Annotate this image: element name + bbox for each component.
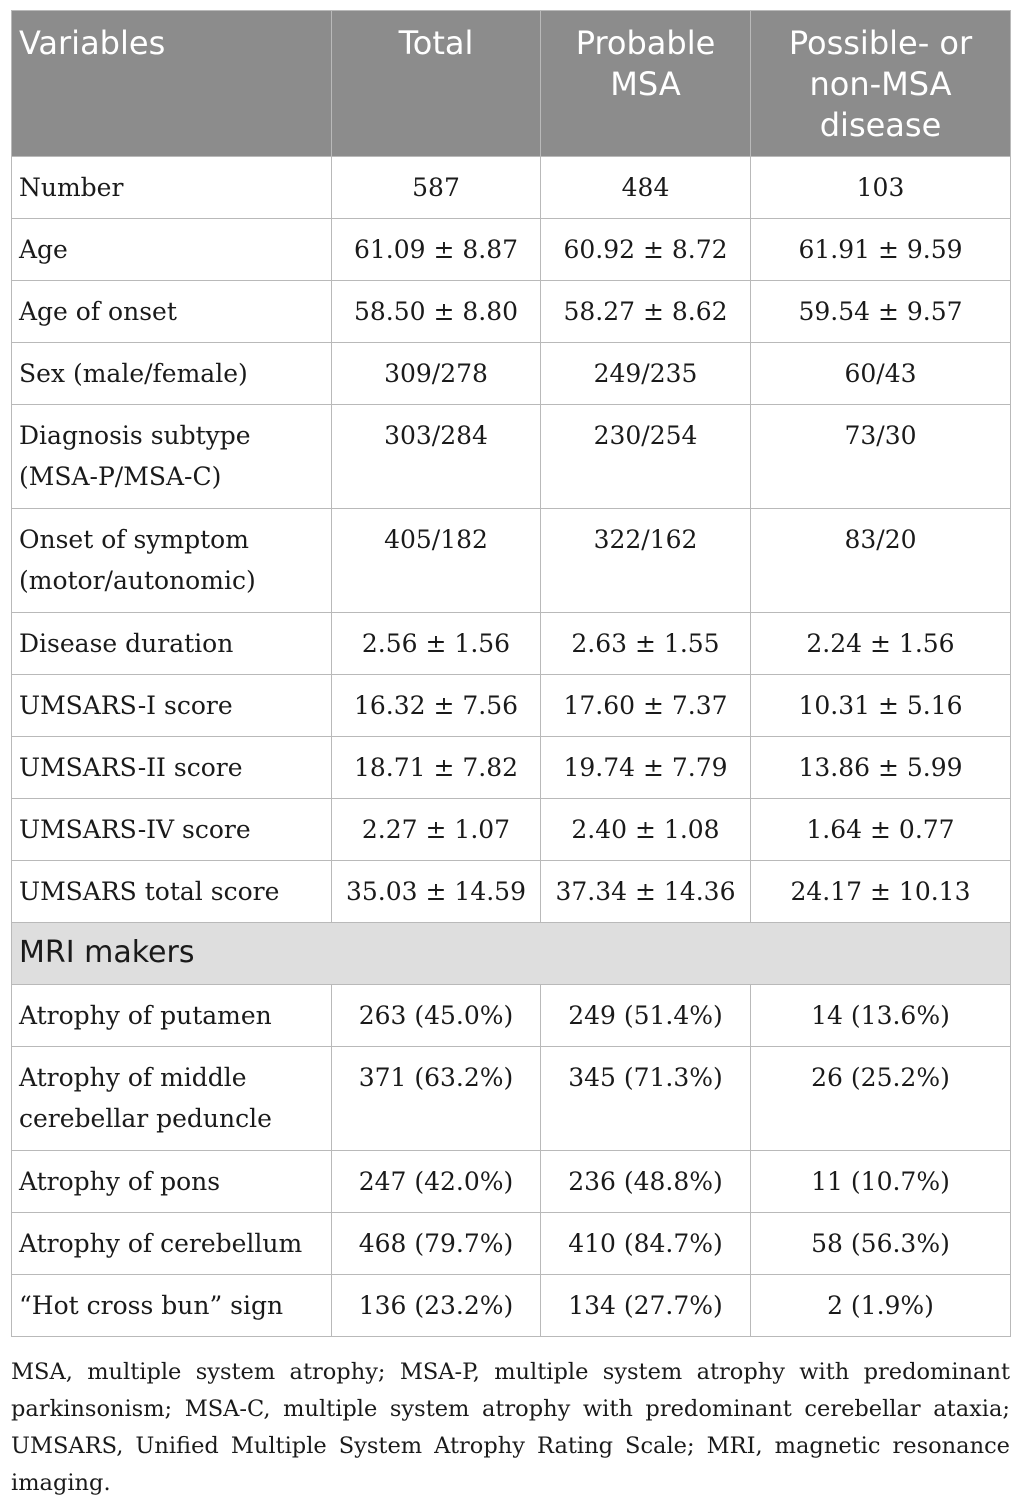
cell-possible: 2 (1.9%): [751, 1275, 1011, 1337]
table-row: [12, 861, 1011, 923]
table-row: [12, 985, 1011, 1047]
row-label: UMSARS-I score: [12, 675, 332, 737]
table-row: [12, 405, 1011, 509]
table-row: [12, 675, 1011, 737]
cell-total: 35.03 ± 14.59: [332, 861, 541, 923]
cell-possible: 73/30: [751, 405, 1011, 509]
row-label: Age of onset: [12, 281, 332, 343]
cell-total: 309/278: [332, 343, 541, 405]
section-row: [12, 923, 1011, 985]
cell-probable: 484: [541, 157, 751, 219]
cell-total: 58.50 ± 8.80: [332, 281, 541, 343]
table-row: [12, 281, 1011, 343]
cell-probable: 60.92 ± 8.72: [541, 219, 751, 281]
cell-probable: 249 (51.4%): [541, 985, 751, 1047]
cell-total: 587: [332, 157, 541, 219]
cell-total: 2.56 ± 1.56: [332, 613, 541, 675]
cell-probable: 58.27 ± 8.62: [541, 281, 751, 343]
row-label: UMSARS total score: [12, 861, 332, 923]
cell-probable: 17.60 ± 7.37: [541, 675, 751, 737]
row-label: Atrophy of pons: [12, 1151, 332, 1213]
table-row: [12, 1151, 1011, 1213]
cell-probable: 19.74 ± 7.79: [541, 737, 751, 799]
row-label: Onset of symptom (motor/autonomic): [12, 509, 332, 613]
cell-probable: 2.40 ± 1.08: [541, 799, 751, 861]
cell-possible: 58 (56.3%): [751, 1213, 1011, 1275]
table-container: [11, 10, 1010, 1337]
cell-probable: 249/235: [541, 343, 751, 405]
cell-total: 18.71 ± 7.82: [332, 737, 541, 799]
row-label: Sex (male/female): [12, 343, 332, 405]
table-footnote: MSA, multiple system atrophy; MSA-P, multiple system atrophy with predominant parkinsonism; MSA-C, multiple system atrophy with predominant cerebellar ataxia; UMSARS, Unified Multiple System Atrophy Rating Scale; MRI, magnetic resonance imaging.: [11, 1359, 1010, 1496]
cell-probable: 2.63 ± 1.55: [541, 613, 751, 675]
row-label: UMSARS-II score: [12, 737, 332, 799]
cell-probable: 322/162: [541, 509, 751, 613]
row-label: Atrophy of middle cerebellar peduncle: [12, 1047, 332, 1151]
data-table: [11, 10, 1011, 1337]
table-row: [12, 1047, 1011, 1151]
cell-probable: 230/254: [541, 405, 751, 509]
row-label: “Hot cross bun” sign: [12, 1275, 332, 1337]
cell-total: 247 (42.0%): [332, 1151, 541, 1213]
cell-total: 468 (79.7%): [332, 1213, 541, 1275]
cell-possible: 2.24 ± 1.56: [751, 613, 1011, 675]
cell-possible: 26 (25.2%): [751, 1047, 1011, 1151]
row-label: Disease duration: [12, 613, 332, 675]
table-row: [12, 1213, 1011, 1275]
cell-total: 16.32 ± 7.56: [332, 675, 541, 737]
cell-total: 405/182: [332, 509, 541, 613]
cell-probable: 236 (48.8%): [541, 1151, 751, 1213]
table-row: [12, 1275, 1011, 1337]
cell-possible: 61.91 ± 9.59: [751, 219, 1011, 281]
cell-total: 2.27 ± 1.07: [332, 799, 541, 861]
header-row: [12, 11, 1011, 157]
row-label: Age: [12, 219, 332, 281]
table-row: [12, 737, 1011, 799]
header-probable-msa: Probable MSA: [541, 11, 751, 157]
header-possible-non-msa: Possible- or non-MSA disease: [751, 11, 1011, 157]
cell-total: 136 (23.2%): [332, 1275, 541, 1337]
row-label: Number: [12, 157, 332, 219]
cell-probable: 345 (71.3%): [541, 1047, 751, 1151]
cell-possible: 11 (10.7%): [751, 1151, 1011, 1213]
header-total: Total: [332, 11, 541, 157]
cell-possible: 83/20: [751, 509, 1011, 613]
cell-probable: 134 (27.7%): [541, 1275, 751, 1337]
table-row: [12, 219, 1011, 281]
section-label-mri: MRI makers: [12, 923, 1011, 985]
cell-probable: 37.34 ± 14.36: [541, 861, 751, 923]
table-row: [12, 343, 1011, 405]
cell-total: 263 (45.0%): [332, 985, 541, 1047]
row-label: Diagnosis subtype (MSA-P/MSA-C): [12, 405, 332, 509]
cell-possible: 1.64 ± 0.77: [751, 799, 1011, 861]
table-row: [12, 799, 1011, 861]
row-label: UMSARS-IV score: [12, 799, 332, 861]
cell-total: 303/284: [332, 405, 541, 509]
cell-possible: 103: [751, 157, 1011, 219]
cell-possible: 59.54 ± 9.57: [751, 281, 1011, 343]
cell-possible: 60/43: [751, 343, 1011, 405]
cell-possible: 24.17 ± 10.13: [751, 861, 1011, 923]
table-row: [12, 509, 1011, 613]
cell-possible: 13.86 ± 5.99: [751, 737, 1011, 799]
row-label: Atrophy of cerebellum: [12, 1213, 332, 1275]
cell-possible: 10.31 ± 5.16: [751, 675, 1011, 737]
cell-probable: 410 (84.7%): [541, 1213, 751, 1275]
cell-total: 61.09 ± 8.87: [332, 219, 541, 281]
cell-possible: 14 (13.6%): [751, 985, 1011, 1047]
cell-total: 371 (63.2%): [332, 1047, 541, 1151]
header-variables: Variables: [12, 11, 332, 157]
table-row: [12, 157, 1011, 219]
table-row: [12, 613, 1011, 675]
row-label: Atrophy of putamen: [12, 985, 332, 1047]
